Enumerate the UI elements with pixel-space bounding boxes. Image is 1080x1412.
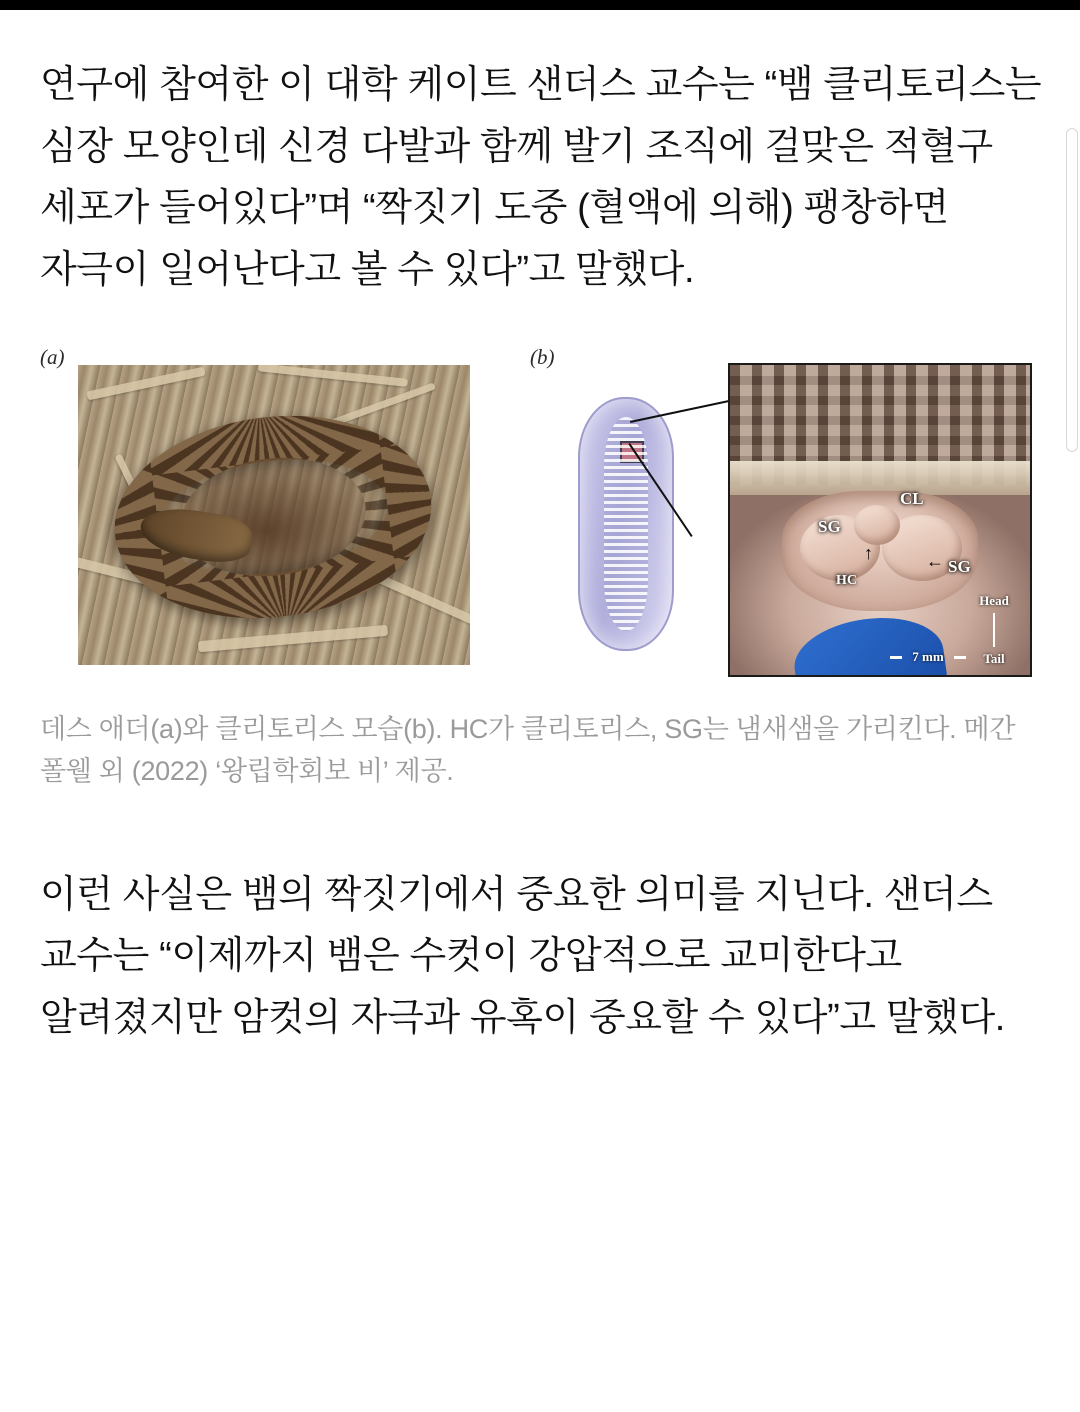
status-bar [0,0,1080,10]
head-tail-axis [968,593,1020,667]
label-hc: HC [836,573,857,589]
figure-block [40,339,1040,793]
article-content [40,55,1045,1050]
scale-bar: 7 mm [892,649,964,665]
snake-ct-scan [578,397,674,651]
light-band [730,461,1030,495]
gloved-hand [789,609,949,677]
scrollbar-thumb[interactable] [1066,128,1078,452]
label-sg-left: SG [818,517,841,537]
clitoris-panel [568,363,1028,673]
label-tail: Tail [983,651,1005,667]
paragraph-mating-significance: 이런 사실은 뱀의 짝짓기에서 중요한 의미를 지닌다. 샌더스 교수는 “이제까지 뱀은 수컷이 강압적으로 교미한다고 알려졌지만 암컷의 자극과 유혹이 중요할 수 있다”고 말했다. [40,873,1005,1039]
dissection-micrograph: CL SG SG HC ← ↑ 7 mm Head Tail [728,363,1032,677]
hemiclitoris [854,505,900,545]
label-sg-right: SG [948,557,971,577]
figure-images [40,339,1040,687]
death-adder-photo [78,365,470,665]
paragraph-quote-sanders: 연구에 참여한 이 대학 케이트 샌더스 교수는 “뱀 클리토리스는 심장 모양인데 신경 다발과 함께 발기 조직에 걸맞은 적혈구 세포가 들어있다”며 “짝짓기 도중 (혈액에 의해) 팽창하면 자극이 일어난다고 볼 수 있다”고 말했다. [40,64,1042,291]
label-cl: CL [900,489,924,509]
label-head: Head [979,593,1009,609]
panel-a-label: (a) [40,345,65,370]
figure-caption: 데스 애더(a)와 클리토리스 모습(b). HC가 클리토리스, SG는 냄새샘을 가리킨다. 메간 폴웰 외 (2022) ‘왕립학회보 비’ 제공. [40,714,1016,787]
panel-b-label: (b) [530,345,555,370]
